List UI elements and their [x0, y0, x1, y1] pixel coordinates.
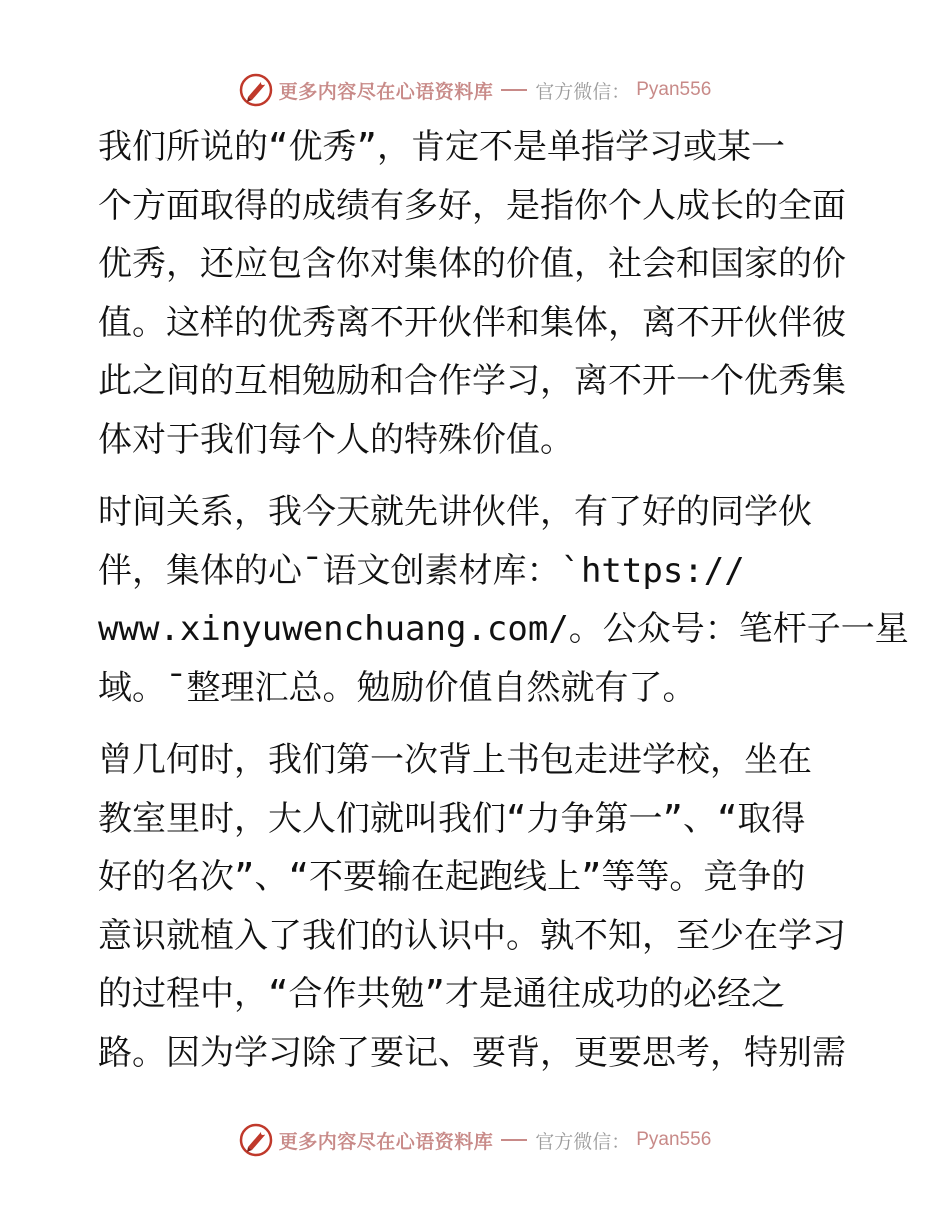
- footer-banner: [0, 1118, 950, 1162]
- header-banner: [0, 68, 950, 112]
- text-line: 时间关系，我今天就先讲伙伴，有了好的同学伙: [98, 492, 812, 532]
- text-line: 此之间的互相勉励和合作学习，离不开一个优秀集: [98, 361, 846, 401]
- text-line: www.xinyuwenchuang.com/。公众号：笔杆子一星: [98, 609, 909, 649]
- banner-wechat-id: Pyan556: [636, 79, 712, 100]
- paragraph-1: [98, 118, 858, 469]
- document-body: [98, 118, 909, 1096]
- text-line: 优秀，还应包含你对集体的价值，社会和国家的价: [98, 244, 846, 284]
- text-line: 的过程中，“合作共勉”才是通往成功的必经之: [98, 974, 785, 1014]
- banner-wechat-label: 官方微信：: [535, 80, 631, 103]
- text-line: 伴，集体的心¯语文创素材库：`https://: [98, 550, 745, 591]
- text-line: 意识就植入了我们的认识中。孰不知，至少在学习: [98, 915, 846, 956]
- banner-title: 更多内容尽在心语资料库: [278, 80, 494, 103]
- text-line: 我们所说的“优秀”，肯定不是单指学习或某一: [98, 127, 785, 167]
- banner-separator: [501, 89, 527, 91]
- text-line: 路。因为学习除了要记、要背，更要思考，特别需: [98, 1032, 846, 1073]
- paragraph-2: [98, 483, 909, 717]
- text-line: 体对于我们每个人的特殊价值。: [98, 419, 574, 460]
- pen-logo-icon: [239, 73, 273, 107]
- banner-wechat-label: 官方微信：: [535, 1130, 631, 1153]
- text-line: 值。这样的优秀离不开伙伴和集体，离不开伙伴彼: [98, 302, 846, 343]
- pen-logo-icon: [239, 1123, 273, 1157]
- text-line: 好的名次”、“不要输在起跑线上”等等。竞争的: [98, 857, 806, 897]
- paragraph-3: [98, 731, 858, 1082]
- banner-separator: [501, 1139, 527, 1141]
- text-line: 域。¯整理汇总。勉励价值自然就有了。: [98, 667, 697, 708]
- text-line: 教室里时，大人们就叫我们“力争第一”、“取得: [98, 798, 806, 839]
- text-line: 个方面取得的成绩有多好，是指你个人成长的全面: [98, 185, 846, 226]
- banner-title: 更多内容尽在心语资料库: [278, 1130, 494, 1153]
- banner-wechat-id: Pyan556: [636, 1129, 712, 1150]
- text-line: 曾几何时，我们第一次背上书包走进学校，坐在: [98, 740, 812, 780]
